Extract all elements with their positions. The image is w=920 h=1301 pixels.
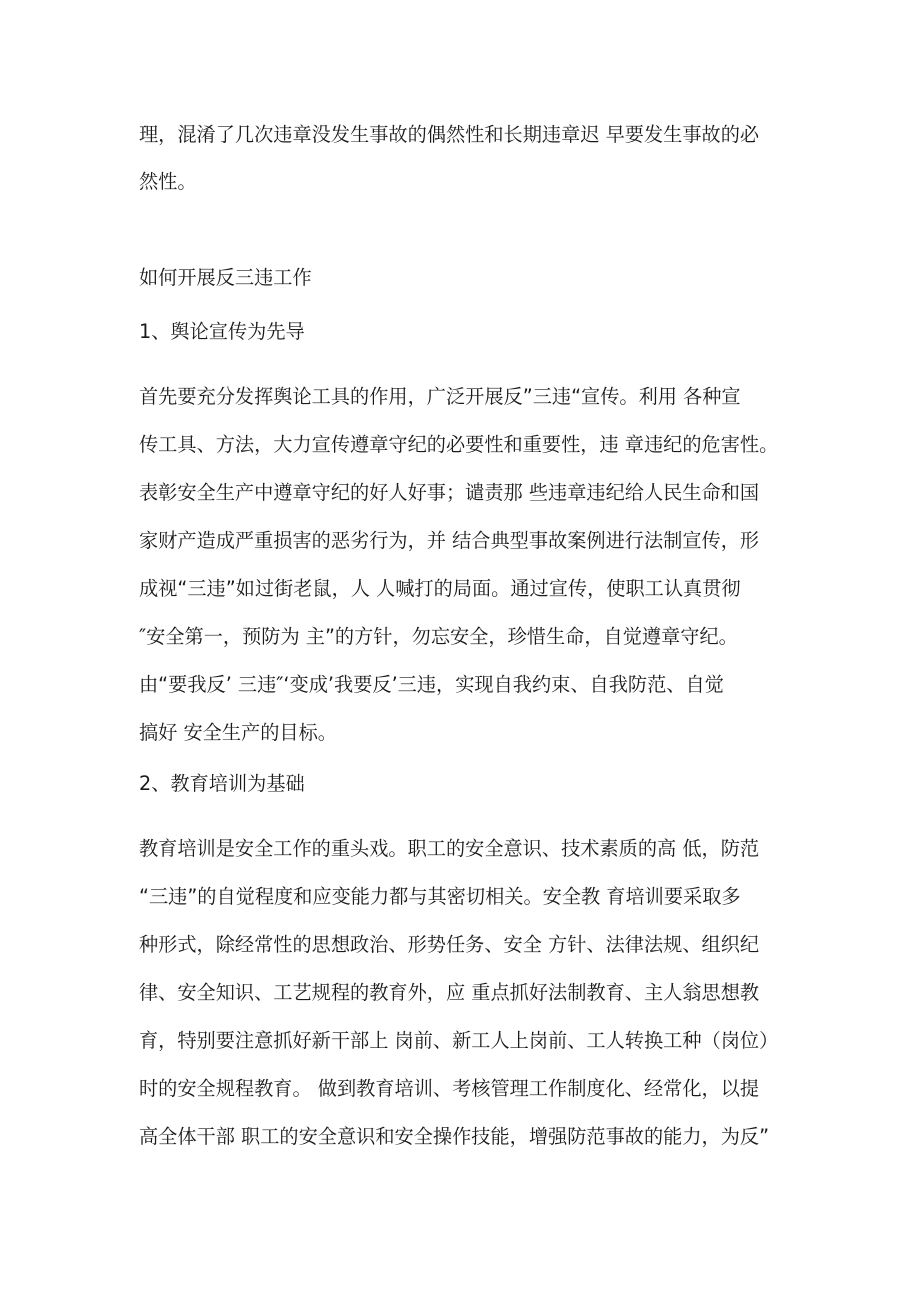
paragraph2-line-6: 时的安全规程教育。 做到教育培训、考核管理工作制度化、经常化，以提 — [139, 1077, 760, 1100]
heading-1: 1、舆论宣传为先导 — [139, 320, 305, 343]
paragraph1-line-2: 传工具、方法，大力宣传遵章守纪的必要性和重要性，违 章违纪的危害性。 — [139, 433, 779, 456]
paragraph2-line-2: “三违”的自觉程度和应变能力都与其密切相关。安全教 育培训要采取多 — [139, 885, 741, 908]
paragraph2-line-3: 种形式，除经常性的思想政治、形势任务、安全 方针、法律法规、组织纪 — [139, 933, 760, 956]
paragraph1-line-6: ″安全第一，预防为 主”的方针，勿忘安全，珍惜生命，自觉遵章守纪。 — [139, 625, 738, 648]
paragraph2-line-4: 律、安全知识、工艺规程的教育外，应 重点抓好法制教育、主人翁思想教 — [139, 981, 760, 1004]
paragraph1-line-7: 由“要我反’ 三违″‘变成’我要反’三违，实现自我约束、自我防范、自觉 — [139, 673, 724, 696]
section-title: 如何开展反三违工作 — [139, 266, 312, 289]
paragraph1-line-1: 首先要充分发挥舆论工具的作用，广泛开展反”三违“宣传。利用 各种宣 — [139, 385, 741, 408]
paragraph2-line-1: 教育培训是安全工作的重头戏。职工的安全意识、技术素质的高 低，防范 — [139, 837, 760, 860]
paragraph1-line-4: 家财产造成严重损害的恶劣行为，并 结合典型事故案例进行法制宣传，形 — [139, 529, 760, 552]
paragraph2-line-7: 高全体干部 职工的安全意识和安全操作技能，增强防范事故的能力，为反” — [139, 1125, 770, 1148]
intro-line-2: 然性。 — [139, 170, 197, 193]
paragraph1-line-3: 表彰安全生产中遵章守纪的好人好事；谴责那 些违章违纪给人民生命和国 — [139, 481, 760, 504]
heading-2: 2、教育培训为基础 — [139, 772, 305, 795]
paragraph2-line-5: 育，特别要注意抓好新干部上 岗前、新工人上岗前、工人转换工种（岗位） — [139, 1029, 779, 1052]
paragraph1-line-5: 成视“三违”如过街老鼠，人 人喊打的局面。通过宣传，使职工认真贯彻 — [139, 577, 741, 600]
intro-line-1: 理，混淆了几次违章没发生事故的偶然性和长期违章迟 早要发生事故的必 — [139, 123, 760, 146]
paragraph1-line-8: 搞好 安全生产的目标。 — [139, 721, 337, 744]
